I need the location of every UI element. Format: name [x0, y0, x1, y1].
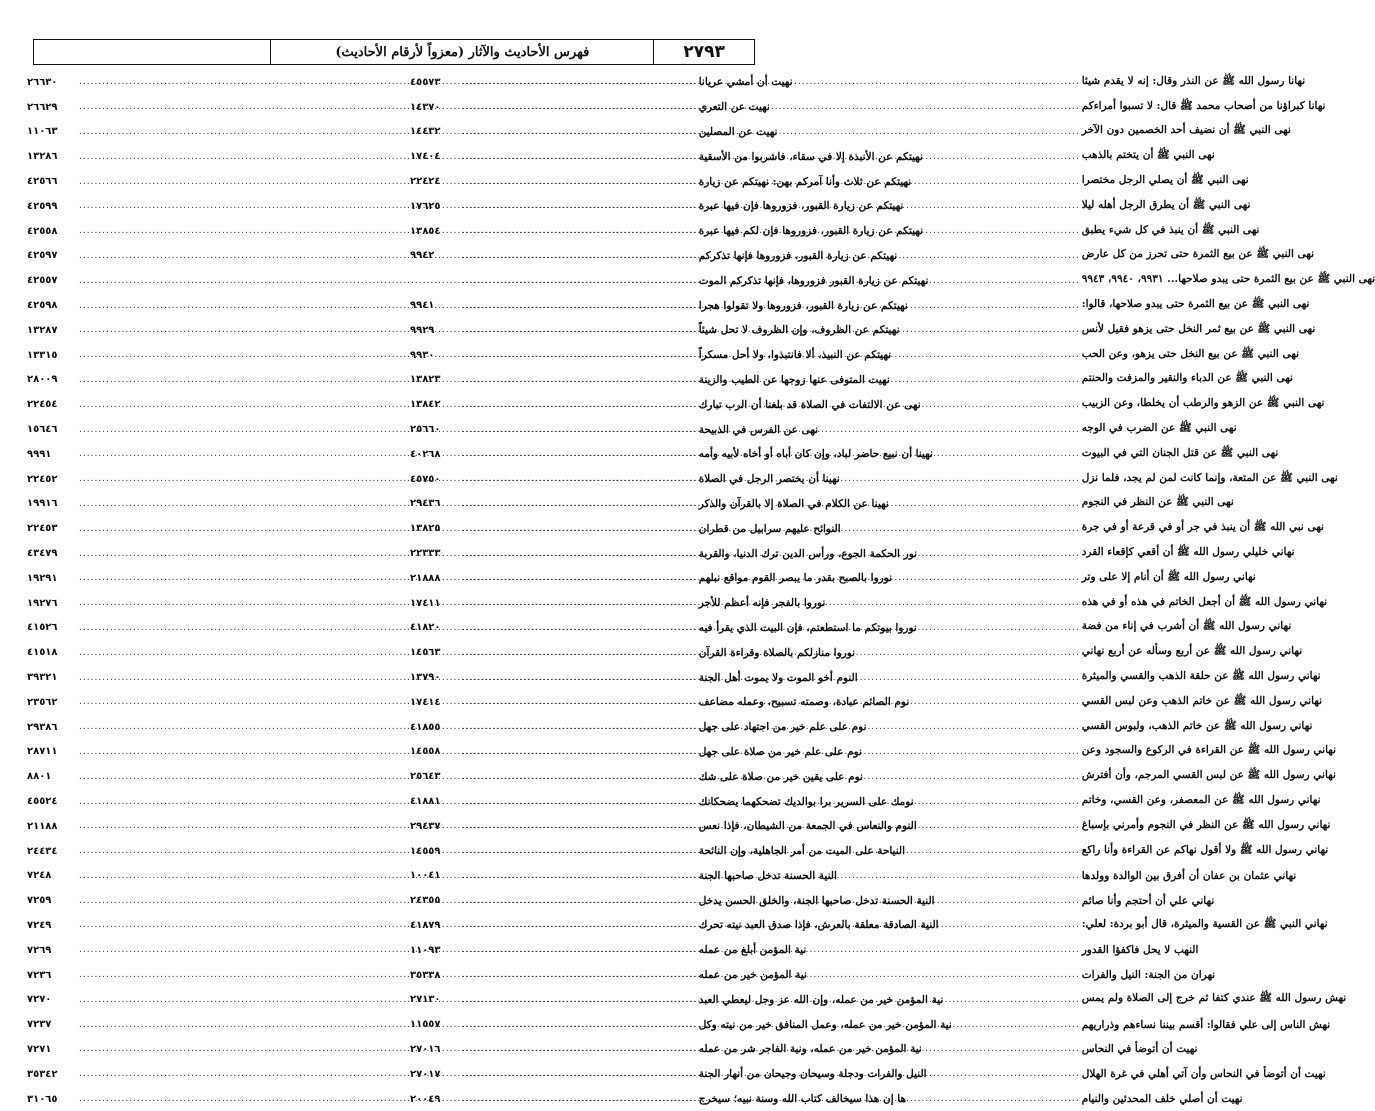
- entry-number: ١٣٨٢٥: [410, 523, 441, 535]
- entry-number: ١٤٥٦٣: [410, 647, 441, 659]
- entry-text: نهيت عن المصلين: [698, 125, 778, 138]
- entry-text: نية المؤمن خير من عمله: [698, 969, 807, 982]
- entry-number: ٧٢٥٩: [27, 895, 52, 907]
- entry-number: ٧٢٤٩: [27, 919, 52, 931]
- leader-dots: [79, 896, 697, 906]
- entry-text: نهى النبي ﷺ عن المتعة، وإنما كانت لمن لم يجد، فلما نزل: [1081, 471, 1338, 484]
- entry-number: ٢٥٦٦٠: [410, 424, 441, 436]
- leader-dots: [79, 201, 697, 211]
- entry-text: نوروا بيوتكم ما استطعتم، فإن البيت الذي يقرأ فيه: [698, 621, 917, 634]
- entry-text: نهى النبي ﷺ أن يتختم بالذهب: [1081, 149, 1215, 162]
- leader-dots: [79, 152, 697, 162]
- entry-number: ٤٠٢٦٨: [410, 448, 441, 460]
- entry-text: نهاني رسول الله ﷺ عن لبس القسي المرجم، وأن أفترش: [1081, 769, 1336, 782]
- entry-number: ٩٩٢٩: [410, 324, 435, 336]
- entry-number: ٢٢٤٥٣: [27, 523, 58, 535]
- entry-text: نهى النبي ﷺ عن الدباء والنقير والمزفت والحنتم: [1081, 372, 1293, 385]
- leader-dots: [79, 1044, 697, 1054]
- entry-number: ١١٠٦٣: [27, 126, 58, 138]
- entry-text: نهيتكم عن زيارة القبور فزوروها، فإنها تذكركم الموت: [698, 274, 929, 287]
- leader-dots: [79, 1094, 697, 1104]
- entry-text: نهانا كبراؤنا من أصحاب محمد ﷺ قال: لا تسبوا أمراءكم: [1081, 99, 1326, 112]
- entry-number: ٤١٥١٨: [27, 647, 58, 659]
- entry-text: نهيتكم عن ثلاث وأنا آمركم بهن: نهيتكم عن زيارة: [698, 175, 912, 188]
- entry-number: ٩٩٤١: [410, 300, 435, 312]
- entry-number: ٢٤٤٣٤: [27, 845, 58, 857]
- entry-text: نوم على علم خير من صلاة على جهل: [698, 745, 862, 758]
- entry-number: ٣٥٣٣٨: [410, 969, 441, 981]
- entry-text: النوائح عليهم سرابيل من قطران: [698, 522, 841, 535]
- entry-text: نهى النبي ﷺ عن النظر في النجوم: [1081, 496, 1234, 509]
- leader-dots: [79, 350, 697, 360]
- entry-text: نوروا بالفجر فإنه أعظم للأجر: [698, 597, 826, 610]
- entry-text: نية المؤمن خير من عمله، وإن الله عز وجل ليعطي العبد: [698, 993, 944, 1006]
- leader-dots: [79, 449, 697, 459]
- entry-text: نهيت أن أتوضأ في النحاس وأن آتي أهلي في غرة الهلال: [1081, 1068, 1326, 1081]
- entry-text: نهى النبي ﷺ عن قتل الجنان التي في البيوت: [1081, 446, 1279, 459]
- entry-number: ١٧٤١٤: [410, 696, 441, 708]
- entry-number: ٤١٥٢٦: [27, 622, 58, 634]
- entry-text: نور الحكمة الجوع، ورأس الدين ترك الدنيا، والقربة: [698, 547, 918, 560]
- entry-text: نهاني رسول الله ﷺ عن خاتم الذهب وعن لبس القسي: [1081, 694, 1323, 707]
- leader-dots: [79, 474, 697, 484]
- entry-text: نهى النبي ﷺ عن بيع ثمر النخل حتى يزهو فقيل لأنس: [1081, 322, 1316, 335]
- entry-number: ١٣٨٢٣: [410, 374, 441, 386]
- entry-number: ١٩٩١٦: [27, 498, 58, 510]
- entry-number: ١٠٠٤١: [410, 870, 441, 882]
- entry-number: ٧٢٣٧: [27, 1019, 52, 1031]
- leader-dots: [79, 598, 697, 608]
- entry-text: نهيت أن أتوضأ في النحاس: [1081, 1043, 1198, 1056]
- entry-number: ٢٩٤٣٧: [410, 820, 441, 832]
- entry-text: نهى نبي الله ﷺ أن ينبذ في جر أو في قرعة أو في جرة: [1081, 521, 1324, 534]
- leader-dots: [79, 871, 697, 881]
- entry-text: نهيتكم عن زيارة القبور، فزوروها فإنها تذكركم: [698, 249, 898, 262]
- entry-number: ٢٧٠١٦: [410, 1043, 441, 1055]
- entry-text: نهيتكم عن زيارة القبور، فزوروها فإن فيها عبرة: [698, 200, 904, 213]
- entry-number: ١١٥٥٧: [410, 1019, 441, 1031]
- entry-number: ١١٠٩٣: [410, 944, 441, 956]
- entry-number: ١٧٦٢٥: [410, 200, 441, 212]
- entry-text: نهانا رسول الله ﷺ عن النذر وقال: إنه لا يقدم شيئا: [1081, 74, 1306, 87]
- entry-text: نوم على علم خير من اجتهاد على جهل: [698, 721, 867, 734]
- leader-dots: [79, 549, 697, 559]
- entry-number: ١٣٨٤٢: [410, 399, 441, 411]
- leader-dots: [79, 623, 697, 633]
- leader-dots: [79, 499, 697, 509]
- entry-number: ١٧٤١١: [410, 597, 441, 609]
- entry-text: النية الحسنة تدخل صاحبها الجنة، والخلق الحسن يدخل: [698, 894, 935, 907]
- entry-text: نهيتكم عن زيارة القبور، فزوروها فإن لكم فيها عبرة: [698, 225, 923, 238]
- entry-text: نهاني رسول الله ﷺ ولا أقول نهاكم عن القراءة وأنا راكع: [1081, 843, 1329, 856]
- entry-text: نهران من الجنة: النيل والفرات: [1081, 969, 1216, 982]
- entry-number: ٩٩٤٢: [410, 250, 435, 262]
- page-number: ٢٧٩٣: [683, 42, 725, 62]
- leader-dots: [79, 573, 697, 583]
- leader-dots: [79, 722, 697, 732]
- entry-number: ٢٢٤٥٤: [27, 399, 58, 411]
- entry-text: نهيت أن أصلي خلف المحدثين والنيام: [1081, 1093, 1243, 1106]
- entry-text: نهيت أن أمشي عريانا: [698, 76, 793, 89]
- entry-number: ٤١٨٢٠: [410, 622, 441, 634]
- entry-number: ١٣٢٨٧: [27, 324, 58, 336]
- entry-number: ١٥٦٤٦: [27, 424, 58, 436]
- entry-text: نهيتكم عن الظروف، وإن الظروف لا تحل شيئاً: [698, 324, 900, 337]
- entry-number: ٤٥٥٧٣: [410, 76, 441, 88]
- entry-number: ٧٢٣٦: [27, 969, 52, 981]
- index-entry: [27, 268, 929, 293]
- entry-text: نية المؤمن خير من عمله، ونية الفاجر شر من عمله: [698, 1043, 922, 1056]
- leader-dots: [79, 524, 697, 534]
- entry-text: نهى النبي ﷺ عن الزهو والرطب أن يخلطا، وعن الزبيب: [1081, 397, 1325, 410]
- entry-number: ٣٩٣٢١: [27, 672, 58, 684]
- entry-text: نهاني علي أن أحتجم وأنا صائم: [1081, 894, 1215, 907]
- leader-dots: [79, 846, 697, 856]
- entry-text: نهاني رسول الله ﷺ عن المعصفر، وعن القسي، وخاتم: [1081, 794, 1321, 806]
- entry-text: نية المؤمن خير من عمله، وعمل المنافق خير من نيته وكل: [698, 1018, 952, 1031]
- leader-dots: [79, 697, 697, 707]
- entry-number: ٩٩٩١: [27, 448, 52, 460]
- entry-number: ٨٨٠١: [27, 771, 52, 783]
- leader-dots: [79, 77, 697, 87]
- entry-text: نهش رسول الله ﷺ عندي كتفا ثم خرج إلى الصلاة ولم يمس: [1081, 992, 1347, 1005]
- entry-number: ٤٢٥٥٨: [27, 225, 58, 237]
- leader-dots: [79, 425, 697, 435]
- header-blank-cell: [34, 40, 271, 64]
- leader-dots: [79, 772, 697, 782]
- entry-text: نهاني رسول الله ﷺ أن أشرب في إناء من فضة: [1081, 620, 1292, 633]
- leader-dots: [79, 970, 697, 980]
- leader-dots: [79, 673, 697, 683]
- leader-dots: [79, 1069, 697, 1079]
- entry-number: ٤١٨٥٥: [410, 721, 441, 733]
- entry-number: ٧٢٧١: [27, 1043, 52, 1055]
- entry-text: نهى النبي ﷺ أن يطرق الرجل أهله ليلا: [1081, 198, 1251, 211]
- entry-text: نهاني رسول الله ﷺ أن أجعل الخاتم في هذه أو في هذه: [1081, 595, 1328, 608]
- entry-text: نهيتكم عن زيارة القبور، فزوروها ولا تقولوا هجرا: [698, 299, 908, 312]
- entry-number: ١٤٥٥٨: [410, 746, 441, 758]
- leader-dots: [79, 797, 697, 807]
- entry-text: النية الحسنة تدخل صاحبها الجنة: [698, 869, 837, 882]
- entry-number: ١٤٥٥٩: [410, 845, 441, 857]
- entry-text: نهاني رسول الله ﷺ عن النظر في النجوم وأمرني بإسباغ: [1081, 818, 1331, 831]
- entry-number: ٩٩٣٠: [410, 349, 435, 361]
- entry-number: ٢٩٤٣٦: [410, 498, 441, 510]
- entry-text: نهينا عن الكلام في الصلاة إلا بالقرآن والذكر: [698, 497, 889, 510]
- entry-text: نهى النبي ﷺ عن بيع الثمرة حتى يبدو صلاحها... ٩٩٣١، ٩٩٤٠، ٩٩٤٣: [1081, 273, 1375, 286]
- entry-number: ٢٧٠١٧: [410, 1068, 441, 1080]
- leader-dots: [79, 177, 697, 187]
- entry-text: نهاني خليلي رسول الله ﷺ أن أقعي كإقعاء القرد: [1081, 546, 1295, 559]
- entry-text: النياحة على الميت من أمر الجاهلية، وإن النائحة: [698, 845, 906, 858]
- entry-number: ٢٤٣٥٥: [410, 895, 441, 907]
- entry-number: ٤١٨٧٩: [410, 919, 441, 931]
- entry-number: ٢٠٠٤٩: [410, 1093, 441, 1105]
- entry-number: ٢٩٣٨٦: [27, 721, 58, 733]
- entry-number: ٤٥٥٢٤: [27, 796, 58, 807]
- entry-number: ٤٣٤٧٩: [27, 548, 58, 560]
- entry-text: نهيت عن التعري: [698, 101, 770, 114]
- entry-number: ٢٧١٣٠: [410, 994, 441, 1006]
- entry-text: نهى عن الالتفات في الصلاة قد بلغنا أن الرب تبارك: [698, 398, 921, 411]
- entry-text: نهى النبي ﷺ أن نضيف أحد الخصمين دون الآخر: [1081, 124, 1291, 137]
- entry-number: ٢٦٦٣٠: [27, 76, 58, 88]
- entry-text: النهب لا يحل فاكفؤا القدور: [1081, 944, 1199, 957]
- entry-number: ٤٢٥٥٧: [27, 275, 58, 287]
- entry-text: نهينا أن نبيع حاضر لباد، وإن كان أباه أو أخاه لأبيه وأمه: [698, 448, 933, 461]
- entry-number: ١٣٨٥٤: [410, 225, 441, 237]
- entry-text: نوروا بالصبح بقدر ما يبصر القوم مواقع نبلهم: [698, 572, 893, 585]
- entry-number: ٢٣٥٦٢: [27, 696, 58, 708]
- entry-number: ٧٢٦٩: [27, 944, 52, 956]
- entry-number: ١٧٤٠٤: [410, 151, 441, 163]
- entry-text: نهى النبي ﷺ أن يصلي الرجل مختصرا: [1081, 174, 1249, 187]
- page-header: [33, 39, 755, 65]
- entry-text: نوروا منازلكم بالصلاة وقراءة القرآن: [698, 646, 856, 659]
- entry-text: نهاني رسول الله ﷺ عن أربع وسأله عن أربع نهاني: [1081, 645, 1303, 658]
- entry-number: ١٩٢٩١: [27, 572, 58, 584]
- entry-text: نهش الناس إلى علي فقالوا: أقسم بيننا نساءهم وذراريهم: [1081, 1018, 1331, 1031]
- entry-number: ٢٢٤٢٤: [410, 176, 441, 188]
- entry-text: نهاني عثمان بن عفان أن أفرق بين الوالدة وولدها: [1081, 869, 1297, 882]
- entry-number: ٢٢٣٣٣: [410, 548, 441, 560]
- entry-number: ٧٢٤٨: [27, 870, 52, 882]
- page-title: فهرس الأحاديث والآثار (معزواً لأرقام الأحاديث): [271, 40, 654, 64]
- entry-number: ١٩٢٧٦: [27, 597, 58, 609]
- leader-dots: [79, 1020, 697, 1030]
- entry-text: نوم على يقين خير من صلاة على شك: [698, 770, 863, 783]
- leader-dots: [79, 995, 697, 1005]
- entry-text: نهى النبي ﷺ عن بيع النخل حتى يزهو، وعن الحب: [1081, 347, 1299, 360]
- entry-text: نهى عن الفرس في الذبيحة: [698, 423, 819, 436]
- entry-text: نهيت المتوفى عنها زوجها عن الطيب والزينة: [698, 373, 890, 386]
- entry-text: النوم أخو الموت ولا يموت أهل الجنة: [698, 671, 858, 684]
- entry-text: نية المؤمن أبلغ من عمله: [698, 944, 807, 957]
- leader-dots: [79, 375, 697, 385]
- entry-text: النيل والفرات ودجلة وسيحان وجيحان من أنهار الجنة: [698, 1068, 927, 1081]
- entry-number: ١٤٣٧٠: [410, 101, 441, 113]
- entry-number: ٤٢٥٩٨: [27, 300, 58, 312]
- entry-number: ٢١١٨٨: [27, 820, 58, 832]
- entry-number: ٤١٨٨١: [410, 796, 441, 807]
- entry-text: نهى النبي ﷺ عن بيع الثمرة حتى يبدو صلاحها، قالوا:: [1081, 298, 1310, 311]
- leader-dots: [79, 945, 697, 955]
- leader-dots: [79, 251, 697, 261]
- entry-text: نهى النبي ﷺ عن بيع الثمرة حتى تحرز من كل عارض: [1081, 248, 1315, 261]
- leader-dots: [79, 400, 697, 410]
- entry-number: ٤٢٥٩٩: [27, 200, 58, 212]
- entry-number: ٣١٠٦٥: [27, 1093, 58, 1105]
- leader-dots: [79, 821, 697, 831]
- entry-number: ٤٢٥٩٧: [27, 250, 58, 262]
- entry-text: النية الصادقة معلقة بالعرش، فإذا صدق العبد نيته تحرك: [698, 919, 939, 932]
- entry-text: نهاني رسول الله ﷺ أن أنام إلا على وتر: [1081, 570, 1256, 583]
- entry-number: ٢٥٦٤٣: [410, 771, 441, 783]
- entry-number: ٤٢٥٦٦: [27, 176, 58, 188]
- entry-number: ٢٨٠٠٩: [27, 374, 58, 386]
- entry-number: ٣٥٣٤٢: [27, 1068, 58, 1080]
- entry-text: نهيتكم عن النبيذ، ألا فانتبذوا، ولا أحل مسكراً: [698, 349, 892, 362]
- leader-dots: [79, 301, 697, 311]
- entry-text: نهيتكم عن الأنبذة إلا في سقاء، فاشربوا من الأسقية: [698, 150, 923, 163]
- entry-number: ١٣٣١٥: [27, 349, 58, 361]
- entry-number: ٤٥٧٥٠: [410, 473, 441, 485]
- entry-text: نهى النبي ﷺ عن الضرب في الوجه: [1081, 422, 1237, 435]
- entry-number: ١٤٤٣٢: [410, 126, 441, 138]
- entry-number: ٢٢٤٥٢: [27, 473, 58, 485]
- entry-text: ها إن هذا سيخالف كتاب الله وسنة نبيه؛ سيخرج: [698, 1093, 907, 1106]
- entry-number: ١٣٢٨٦: [27, 151, 58, 163]
- leader-dots: [79, 226, 697, 236]
- entry-text: نهاني رسول الله ﷺ عن حلقة الذهب والقسي والميثرة: [1081, 670, 1321, 683]
- entry-text: نهاني رسول الله ﷺ عن خاتم الذهب، ولبوس القسي: [1081, 719, 1313, 732]
- leader-dots: [79, 920, 697, 930]
- entry-number: ٢٦٦٢٩: [27, 101, 58, 113]
- entry-text: نوم الصائم عبادة، وصمته تسبيح، وعمله مضاعف: [698, 696, 910, 709]
- leader-dots: [79, 747, 697, 757]
- entry-text: نهى النبي ﷺ أن ينبذ في كل شيء يطبق: [1081, 223, 1260, 236]
- entry-number: ٧٢٧٠: [27, 994, 52, 1006]
- leader-dots: [79, 276, 697, 286]
- entry-number: ١٣٧٩٠: [410, 672, 441, 684]
- leader-dots: [79, 102, 697, 112]
- entry-number: ٢١٨٨٨: [410, 572, 441, 584]
- entry-number: ٢٨٧١١: [27, 746, 58, 758]
- entry-text: نهينا أن يختصر الرجل في الصلاة: [698, 473, 840, 486]
- leader-dots: [79, 127, 697, 137]
- entry-text: نهاني النبي ﷺ عن القسية والميثرة، قال أبو بردة: لعلي:: [1081, 917, 1328, 930]
- leader-dots: [79, 325, 697, 335]
- leader-dots: [79, 648, 697, 658]
- entry-text: النوم والنعاس في الجمعة من الشيطان، فإذا نعس: [698, 820, 917, 833]
- entry-text: نومك على السرير برا بوالديك تضحكهما يضحكانك: [698, 795, 914, 808]
- entry-text: نهاني رسول الله ﷺ عن القراءة في الركوع والسجود وعن: [1081, 744, 1337, 757]
